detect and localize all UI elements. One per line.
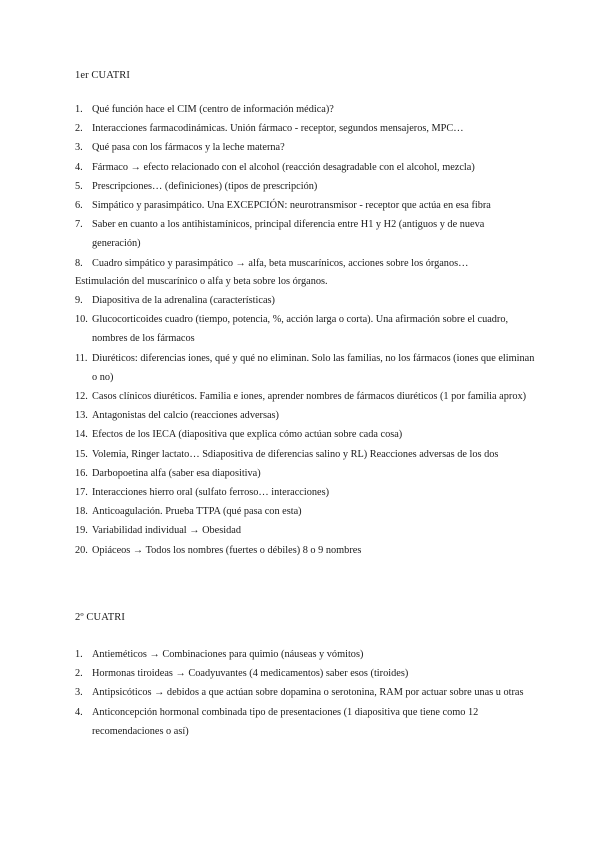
inline-note: Estimulación del muscarínico o alfa y beta sobre los órganos. — [75, 276, 328, 287]
topic-list-first-term-a — [75, 100, 535, 273]
list-item — [75, 177, 535, 196]
item-number: 13. — [75, 410, 88, 422]
list-item — [75, 138, 535, 157]
item-text: Interacciones hierro oral (sulfato ferroso… interacciones) — [92, 487, 330, 499]
item-text: Casos clínicos diuréticos. Familia e iones, aprender nombres de fármacos diuréticos (1 por familia aprox) — [92, 391, 527, 403]
list-item — [75, 645, 535, 664]
item-number: 10. — [75, 314, 88, 326]
item-text: Fármaco → efecto relacionado con el alcohol (reacción desagradable con el alcohol, mezcla) — [92, 161, 475, 173]
item-number: 16. — [75, 467, 88, 479]
item-number: 8. — [75, 257, 83, 269]
item-text: Volemia, Ringer lactato… Sdiapositiva de diferencias salino y RL) Reacciones adversas de los dos — [92, 448, 499, 460]
item-number: 2. — [75, 123, 83, 135]
item-number: 14. — [75, 429, 88, 441]
item-text: Qué pasa con los fármacos y la leche materna? — [92, 142, 285, 154]
list-item — [75, 664, 535, 683]
item-number: 11. — [75, 352, 88, 364]
topic-list-second-term — [75, 645, 535, 741]
list-item — [75, 349, 535, 387]
list-item — [75, 196, 535, 215]
item-number: 4. — [75, 706, 83, 718]
list-item — [75, 291, 535, 310]
section-heading-second-term: 2º CUATRI — [75, 612, 125, 623]
item-text: Glucocorticoides cuadro (tiempo, potencia, %, acción larga o corta). Una afirmación sobre el cuadro, nombres de los fármacos — [92, 314, 509, 345]
list-item — [75, 445, 535, 464]
list-item — [75, 119, 535, 138]
item-number: 3. — [75, 142, 83, 154]
item-text: Diapositiva de la adrenalina (características) — [92, 295, 275, 306]
item-number: 9. — [75, 295, 83, 306]
item-number: 5. — [75, 180, 83, 192]
item-text: Hormonas tiroideas → Coadyuvantes (4 medicamentos) saber esos (tiroides) — [92, 668, 409, 680]
item-number: 20. — [75, 544, 88, 556]
item-number: 7. — [75, 219, 83, 231]
item-text: Anticoncepción hormonal combinada tipo de presentaciones (1 diapositiva que tiene como 12 recomendaciones o así) — [92, 706, 479, 737]
item-number: 12. — [75, 391, 88, 403]
item-number: 3. — [75, 687, 83, 699]
item-text: Darbopoetina alfa (saber esa diapositiva) — [92, 467, 261, 479]
list-item — [75, 521, 535, 540]
list-item — [75, 502, 535, 521]
section-heading-first-term: 1er CUATRI — [75, 70, 130, 81]
list-item — [75, 425, 535, 444]
item-number: 17. — [75, 487, 88, 499]
list-item — [75, 215, 535, 253]
list-item — [75, 158, 535, 177]
item-number: 2. — [75, 668, 83, 680]
item-text: Opiáceos → Todos los nombres (fuertes o débiles) 8 o 9 nombres — [92, 544, 362, 556]
item-text: Antagonistas del calcio (reacciones adversas) — [92, 410, 279, 422]
list-item — [75, 541, 535, 560]
item-text: Simpático y parasimpático. Una EXCEPCIÓN: neurotransmisor - receptor que actúa en esa fibra — [92, 200, 491, 212]
list-item — [75, 683, 535, 702]
item-text: Anticoagulación. Prueba TTPA (qué pasa con esta) — [92, 506, 302, 518]
item-number: 1. — [75, 104, 83, 115]
item-text: Qué función hace el CIM (centro de información médica)? — [92, 104, 334, 115]
list-item — [75, 310, 535, 348]
list-item — [75, 464, 535, 483]
list-item — [75, 387, 535, 406]
list-item — [75, 254, 535, 273]
item-number: 1. — [75, 649, 83, 660]
item-text: Cuadro simpático y parasimpático → alfa, beta muscarínicos, acciones sobre los órganos… — [92, 257, 469, 269]
list-item — [75, 703, 535, 741]
item-number: 15. — [75, 448, 88, 460]
item-number: 6. — [75, 200, 83, 212]
topic-list-first-term-b — [75, 291, 535, 560]
item-number: 18. — [75, 506, 88, 518]
item-text: Interacciones farmacodinámicas. Unión fármaco - receptor, segundos mensajeros, MPC… — [92, 123, 464, 135]
item-number: 19. — [75, 525, 88, 537]
item-text: Antipsicóticos → debidos a que actúan sobre dopamina o serotonina, RAM por actuar sobre unas u otras — [92, 687, 524, 699]
item-text: Efectos de los IECA (diapositiva que explica cómo actúan sobre cada cosa) — [92, 429, 403, 441]
list-item — [75, 483, 535, 502]
item-text: Diuréticos: diferencias iones, qué y qué no eliminan. Solo las familias, no los fármacos (iones que eliminan o no) — [92, 352, 535, 383]
list-item — [75, 406, 535, 425]
list-item — [75, 100, 535, 119]
item-text: Antieméticos → Combinaciones para quimio (náuseas y vómitos) — [92, 649, 364, 660]
item-text: Variabilidad individual → Obesidad — [92, 525, 241, 537]
item-text: Prescripciones… (definiciones) (tipos de prescripción) — [92, 180, 318, 192]
item-number: 4. — [75, 161, 83, 173]
item-text: Saber en cuanto a los antihistamínicos, principal diferencia entre H1 y H2 (antiguos y de nueva generación) — [92, 219, 485, 250]
